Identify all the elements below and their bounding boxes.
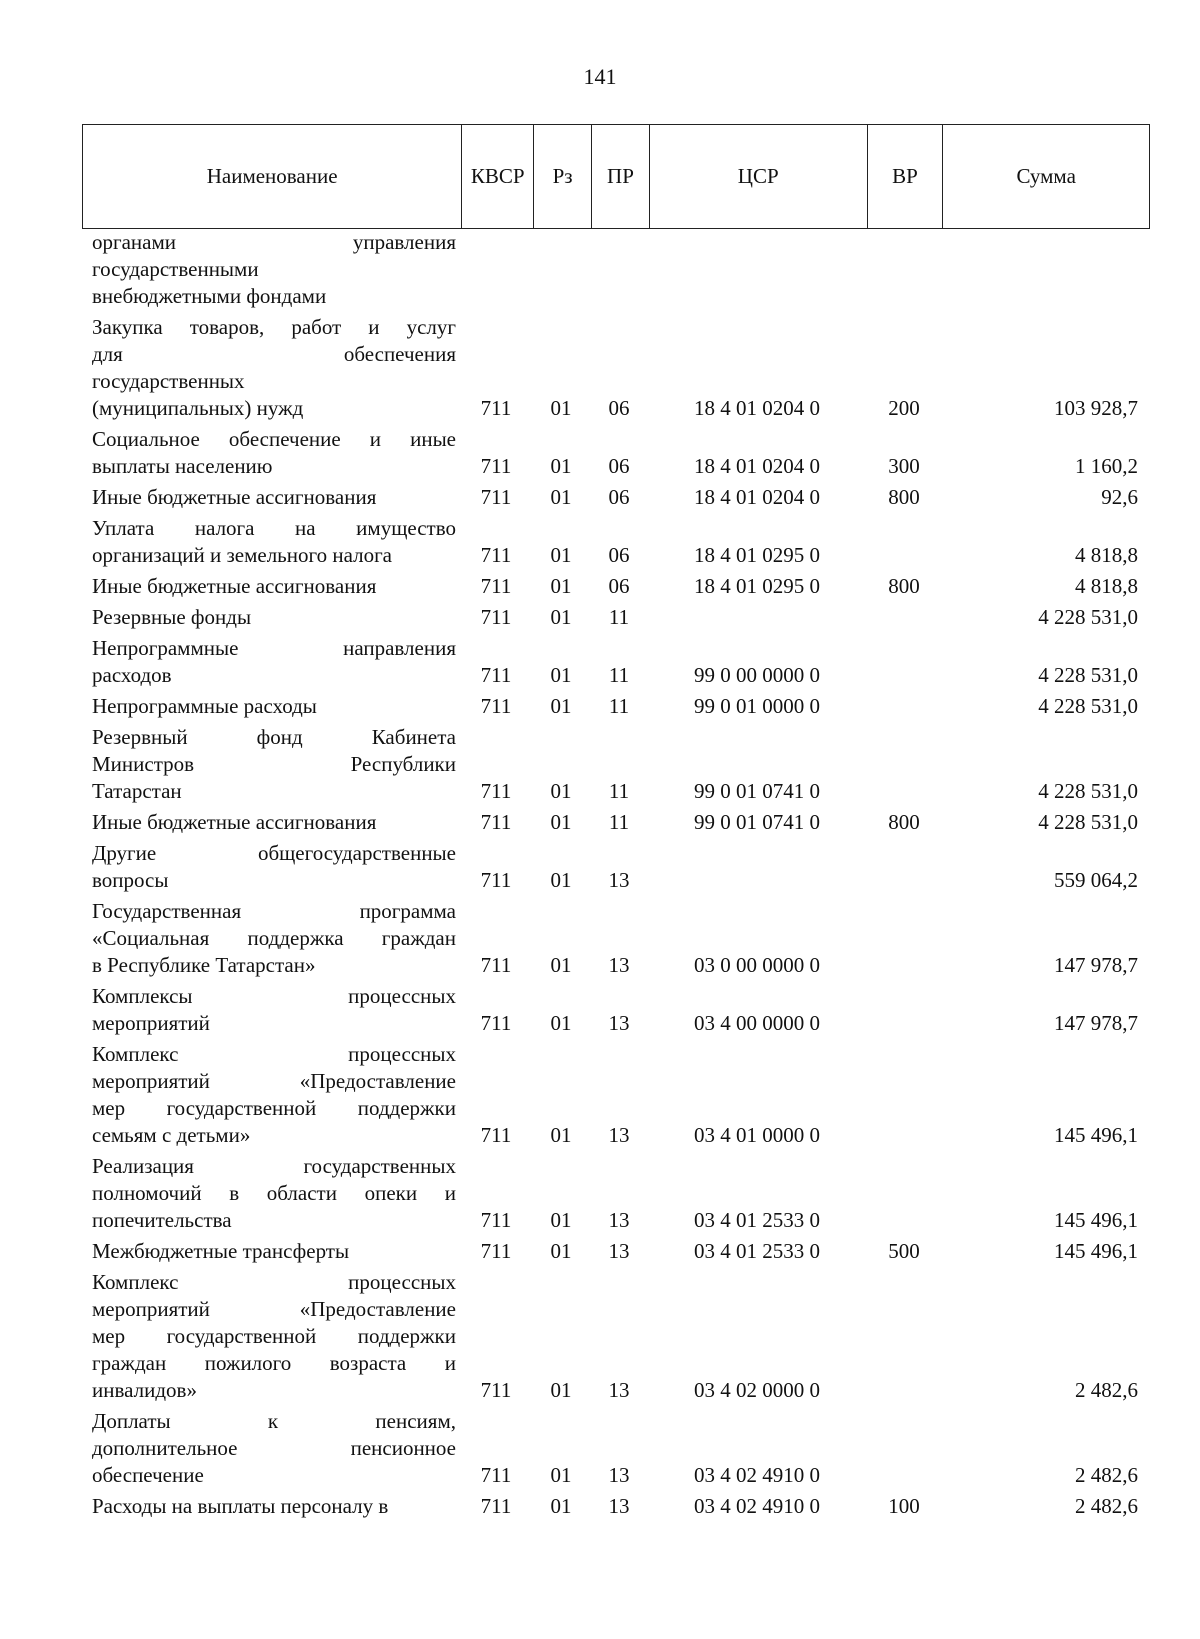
cell-name-line: Закупка товаров, работ и услуг (92, 315, 456, 339)
cell-pr: 13 (608, 953, 630, 977)
cell-rz: 01 (550, 810, 572, 834)
cell-csr: 03 4 01 0000 0 (694, 1123, 820, 1147)
cell-name-line: семьям с детьми» (92, 1123, 251, 1147)
cell-name-line: мероприятий (92, 1011, 210, 1035)
cell-rz: 01 (550, 1378, 572, 1402)
table-row (82, 840, 1150, 894)
cell-name-line: организаций и земельного налога (92, 543, 392, 567)
cell-rz: 01 (550, 1011, 572, 1035)
cell-name-line: мер государственной поддержки (92, 1096, 456, 1120)
table-row (82, 484, 1150, 511)
cell-csr: 03 4 01 2533 0 (694, 1239, 820, 1263)
cell-name-line: Татарстан (92, 779, 182, 803)
cell-name-line: органами управления (92, 230, 456, 254)
cell-name (82, 693, 460, 720)
cell-kvsr: 711 (480, 543, 512, 567)
table-row (82, 809, 1150, 836)
cell-sum: 4 228 531,0 (1038, 779, 1138, 803)
cell-pr: 06 (608, 454, 630, 478)
cell-rz: 01 (550, 574, 572, 598)
cell-pr: 13 (608, 1011, 630, 1035)
cell-name-line: Уплата налога на имущество (92, 516, 456, 540)
table-row (82, 1269, 1150, 1404)
cell-name-line: Непрограммные расходы (92, 694, 317, 718)
cell-kvsr: 711 (480, 396, 512, 420)
cell-csr: 03 4 00 0000 0 (694, 1011, 820, 1035)
cell-vr: 800 (888, 810, 920, 834)
cell-name-line: выплаты населению (92, 454, 273, 478)
cell-csr: 18 4 01 0295 0 (694, 574, 820, 598)
cell-kvsr: 711 (480, 663, 512, 687)
cell-sum: 1 160,2 (1075, 454, 1138, 478)
cell-csr: 03 4 02 4910 0 (694, 1494, 820, 1518)
cell-rz: 01 (550, 694, 572, 718)
cell-name-line: Доплаты к пенсиям, (92, 1409, 456, 1433)
cell-name (82, 635, 460, 689)
cell-rz: 01 (550, 605, 572, 629)
cell-rz: 01 (550, 663, 572, 687)
cell-pr: 06 (608, 485, 630, 509)
cell-name (82, 898, 460, 979)
cell-kvsr: 711 (480, 485, 512, 509)
cell-name (82, 1238, 460, 1265)
cell-kvsr: 711 (480, 810, 512, 834)
cell-name-line: Резервные фонды (92, 605, 252, 629)
cell-csr: 03 4 02 4910 0 (694, 1463, 820, 1487)
cell-sum: 4 228 531,0 (1038, 810, 1138, 834)
cell-kvsr: 711 (480, 1378, 512, 1402)
cell-vr: 100 (888, 1494, 920, 1518)
cell-name-line: для обеспечения (92, 342, 456, 366)
cell-rz: 01 (550, 1208, 572, 1232)
cell-rz: 01 (550, 543, 572, 567)
cell-rz: 01 (550, 485, 572, 509)
cell-name-line: Комплекс процессных (92, 1042, 456, 1066)
header-csr: ЦСР (650, 125, 868, 228)
cell-name-line: Комплекс процессных (92, 1270, 456, 1294)
cell-csr: 99 0 01 0741 0 (694, 779, 820, 803)
cell-sum: 145 496,1 (1054, 1123, 1138, 1147)
header-pr: ПР (592, 125, 650, 228)
cell-sum: 2 482,6 (1075, 1494, 1138, 1518)
header-sum: Сумма (1016, 164, 1076, 188)
cell-name-line: обеспечение (92, 1463, 204, 1487)
cell-kvsr: 711 (480, 868, 512, 892)
cell-kvsr: 711 (480, 1011, 512, 1035)
cell-sum: 2 482,6 (1075, 1378, 1138, 1402)
cell-kvsr: 711 (480, 1123, 512, 1147)
cell-sum: 147 978,7 (1054, 953, 1138, 977)
cell-pr: 13 (608, 868, 630, 892)
page-number: 141 (583, 64, 617, 89)
cell-name-line: дополнительное пенсионное (92, 1436, 456, 1460)
cell-sum: 145 496,1 (1054, 1239, 1138, 1263)
cell-vr: 800 (888, 485, 920, 509)
cell-sum: 4 818,8 (1075, 543, 1138, 567)
table-header (82, 124, 1150, 229)
cell-csr: 18 4 01 0204 0 (694, 396, 820, 420)
table-row (82, 983, 1150, 1037)
cell-name-line: государственных (92, 369, 245, 393)
cell-name (82, 809, 460, 836)
cell-rz: 01 (550, 454, 572, 478)
cell-pr: 13 (608, 1239, 630, 1263)
header-rz: Рз (534, 125, 592, 228)
cell-name-line: попечительства (92, 1208, 232, 1232)
cell-name (82, 484, 460, 511)
cell-name-line: внебюджетными фондами (92, 284, 327, 308)
cell-name-line: Резервный фонд Кабинета (92, 725, 456, 749)
cell-sum: 559 064,2 (1054, 868, 1138, 892)
table-row (82, 1238, 1150, 1265)
cell-kvsr: 711 (480, 779, 512, 803)
cell-name-line: полномочий в области опеки и (92, 1181, 456, 1205)
cell-pr: 13 (608, 1378, 630, 1402)
cell-name (82, 314, 460, 422)
table-row (82, 635, 1150, 689)
cell-name-line: государственными (92, 257, 259, 281)
cell-name-line: Межбюджетные трансферты (92, 1239, 350, 1263)
cell-name-line: вопросы (92, 868, 169, 892)
cell-name-line: (муниципальных) нужд (92, 396, 304, 420)
cell-name-line: Иные бюджетные ассигнования (92, 485, 377, 509)
table-row (82, 898, 1150, 979)
cell-pr: 06 (608, 574, 630, 598)
cell-name (82, 724, 460, 805)
cell-name-line: Другие общегосударственные (92, 841, 456, 865)
cell-rz: 01 (550, 396, 572, 420)
cell-csr: 03 4 02 0000 0 (694, 1378, 820, 1402)
cell-name-line: Социальное обеспечение и иные (92, 427, 456, 451)
cell-name (82, 426, 460, 480)
cell-kvsr: 711 (480, 1208, 512, 1232)
cell-kvsr: 711 (480, 953, 512, 977)
cell-name (82, 515, 460, 569)
cell-sum: 103 928,7 (1054, 396, 1138, 420)
cell-vr: 200 (888, 396, 920, 420)
cell-sum: 4 228 531,0 (1038, 605, 1138, 629)
cell-name (82, 983, 460, 1037)
cell-sum: 4 228 531,0 (1038, 663, 1138, 687)
table-row (82, 573, 1150, 600)
cell-sum: 4 818,8 (1075, 574, 1138, 598)
cell-pr: 11 (608, 694, 630, 718)
cell-name (82, 1408, 460, 1489)
cell-pr: 06 (608, 543, 630, 567)
cell-name-line: Иные бюджетные ассигнования (92, 810, 377, 834)
cell-vr: 500 (888, 1239, 920, 1263)
cell-name-line: инвалидов» (92, 1378, 197, 1402)
cell-kvsr: 711 (480, 574, 512, 598)
cell-pr: 06 (608, 396, 630, 420)
cell-name-line: Реализация государственных (92, 1154, 456, 1178)
header-vr: ВР (868, 125, 944, 228)
table-row (82, 693, 1150, 720)
cell-sum: 4 228 531,0 (1038, 694, 1138, 718)
cell-pr: 13 (608, 1208, 630, 1232)
cell-csr: 18 4 01 0204 0 (694, 454, 820, 478)
cell-name (82, 573, 460, 600)
cell-name (82, 1041, 460, 1149)
cell-name-line: Иные бюджетные ассигнования (92, 574, 377, 598)
header-kvsr: КВСР (462, 125, 534, 228)
cell-name-line: Непрограммные направления (92, 636, 456, 660)
cell-sum: 147 978,7 (1054, 1011, 1138, 1035)
cell-name (82, 1153, 460, 1234)
cell-name-line: «Социальная поддержка граждан (92, 926, 456, 950)
cell-name-line: граждан пожилого возраста и (92, 1351, 456, 1375)
table-row (82, 724, 1150, 805)
cell-rz: 01 (550, 1123, 572, 1147)
cell-rz: 01 (550, 953, 572, 977)
cell-kvsr: 711 (480, 1239, 512, 1263)
cell-sum: 2 482,6 (1075, 1463, 1138, 1487)
cell-kvsr: 711 (480, 694, 512, 718)
cell-rz: 01 (550, 1463, 572, 1487)
cell-pr: 11 (608, 605, 630, 629)
cell-name (82, 229, 460, 310)
cell-name (82, 1493, 460, 1520)
cell-pr: 13 (608, 1494, 630, 1518)
cell-name-line: Комплексы процессных (92, 984, 456, 1008)
cell-csr: 18 4 01 0204 0 (694, 485, 820, 509)
table-row (82, 604, 1150, 631)
cell-pr: 13 (608, 1123, 630, 1147)
cell-name-line: Государственная программа (92, 899, 456, 923)
table-row (82, 314, 1150, 422)
cell-kvsr: 711 (480, 454, 512, 478)
cell-name-line: расходов (92, 663, 172, 687)
cell-name-line: мероприятий «Предоставление (92, 1069, 456, 1093)
cell-rz: 01 (550, 1494, 572, 1518)
cell-pr: 11 (608, 779, 630, 803)
cell-kvsr: 711 (480, 605, 512, 629)
cell-csr: 99 0 01 0000 0 (694, 694, 820, 718)
cell-pr: 11 (608, 663, 630, 687)
cell-vr: 800 (888, 574, 920, 598)
cell-csr: 99 0 01 0741 0 (694, 810, 820, 834)
cell-rz: 01 (550, 779, 572, 803)
cell-sum: 92,6 (1101, 485, 1138, 509)
cell-name-line: в Республике Татарстан» (92, 953, 316, 977)
table-row (82, 229, 1150, 310)
cell-name-line: Расходы на выплаты персоналу в (92, 1494, 389, 1518)
cell-csr: 99 0 00 0000 0 (694, 663, 820, 687)
header-name: Наименование (83, 125, 462, 228)
cell-kvsr: 711 (480, 1494, 512, 1518)
cell-name-line: мероприятий «Предоставление (92, 1297, 456, 1321)
table-row (82, 426, 1150, 480)
cell-csr: 18 4 01 0295 0 (694, 543, 820, 567)
cell-rz: 01 (550, 868, 572, 892)
cell-name-line: Министров Республики (92, 752, 456, 776)
table-row (82, 515, 1150, 569)
cell-name-line: мер государственной поддержки (92, 1324, 456, 1348)
table-body (82, 229, 1150, 1524)
cell-rz: 01 (550, 1239, 572, 1263)
table-row (82, 1493, 1150, 1520)
table-row (82, 1153, 1150, 1234)
cell-pr: 11 (608, 810, 630, 834)
cell-name (82, 840, 460, 894)
cell-csr: 03 0 00 0000 0 (694, 953, 820, 977)
cell-sum: 145 496,1 (1054, 1208, 1138, 1232)
cell-name (82, 604, 460, 631)
table-row (82, 1408, 1150, 1489)
cell-pr: 13 (608, 1463, 630, 1487)
cell-kvsr: 711 (480, 1463, 512, 1487)
cell-name (82, 1269, 460, 1404)
cell-csr: 03 4 01 2533 0 (694, 1208, 820, 1232)
cell-vr: 300 (888, 454, 920, 478)
table-row (82, 1041, 1150, 1149)
